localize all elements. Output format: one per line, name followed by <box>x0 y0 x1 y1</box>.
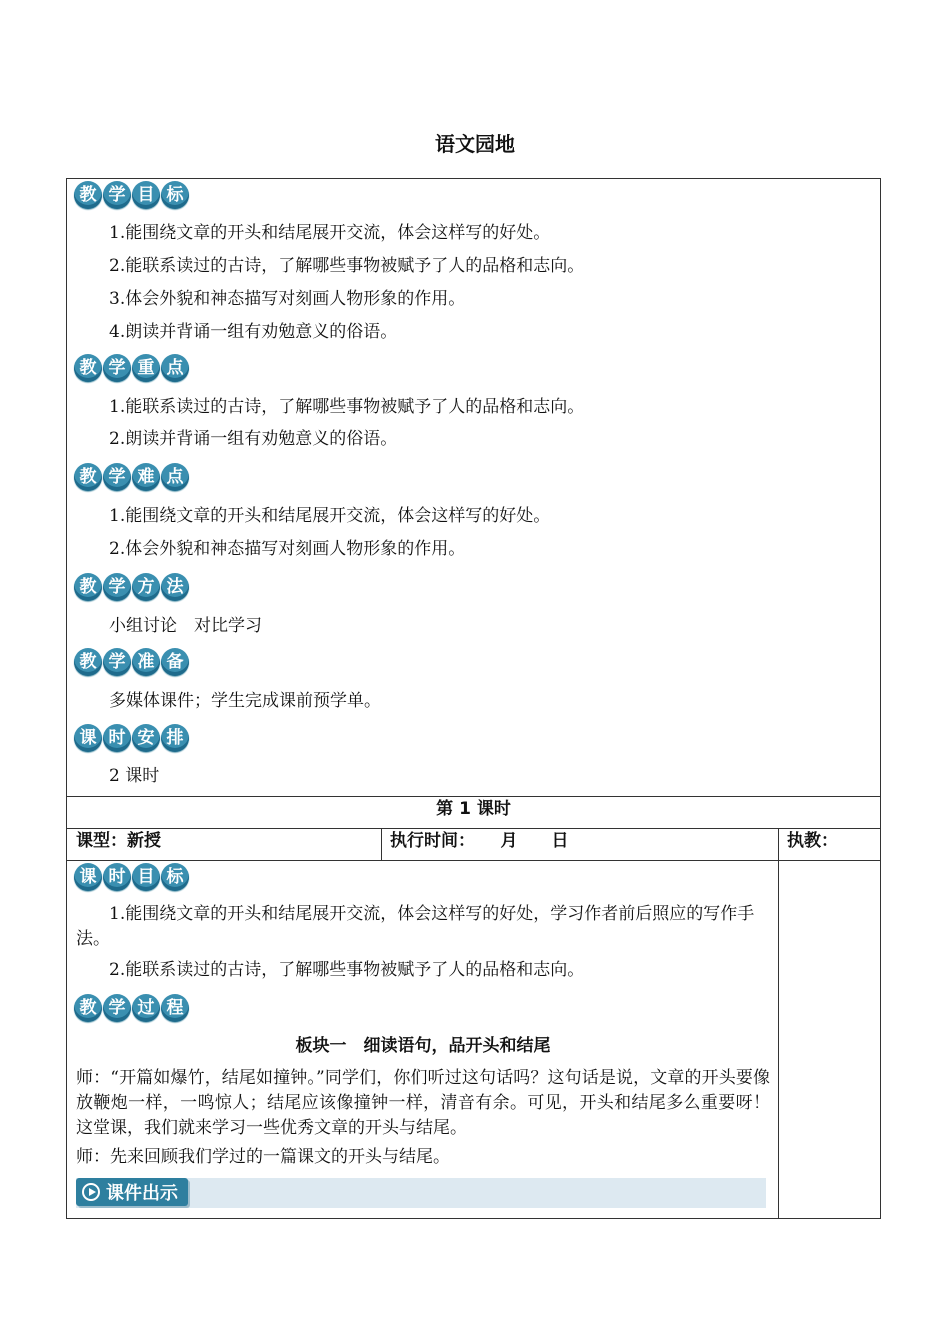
difficulty-item: 2.体会外貌和神态描写对刻画人物形象的作用。 <box>109 539 466 559</box>
badge-char: 学 <box>103 181 131 209</box>
badge-char: 学 <box>103 994 131 1022</box>
badge-char: 学 <box>103 354 131 382</box>
teacher-label: 执教： <box>787 831 838 851</box>
badge-char: 教 <box>74 463 102 491</box>
key-point-item: 2.朗读并背诵一组有劝勉意义的俗语。 <box>109 429 398 449</box>
badge-char: 目 <box>132 863 160 891</box>
difficulty-item: 1.能围绕文章的开头和结尾展开交流，体会这样写的好处。 <box>109 506 551 526</box>
methods-text: 小组讨论 对比学习 <box>109 616 262 636</box>
section-badge-methods <box>74 573 189 601</box>
row-divider <box>67 860 880 861</box>
badge-char: 时 <box>103 724 131 752</box>
badge-char: 学 <box>103 648 131 676</box>
col-divider <box>381 828 382 860</box>
badge-char: 过 <box>132 994 160 1022</box>
badge-char: 时 <box>103 863 131 891</box>
badge-char: 程 <box>161 994 189 1022</box>
col-divider <box>778 828 779 1219</box>
section-badge-lesson-goals <box>74 863 189 891</box>
lesson-type: 课型：新授 <box>76 831 161 851</box>
badge-char: 教 <box>74 994 102 1022</box>
badge-char: 课 <box>74 724 102 752</box>
section-badge-schedule <box>74 724 189 752</box>
badge-char: 学 <box>103 463 131 491</box>
goal-item: 3.体会外貌和神态描写对刻画人物形象的作用。 <box>109 289 466 309</box>
lesson-goal-item: 1.能围绕文章的开头和结尾展开交流，体会这样写的好处，学习作者前后照应的写作手法。 <box>76 904 755 949</box>
section-badge-key-points <box>74 354 189 382</box>
section-badge-goals <box>74 181 189 209</box>
section-badge-process <box>74 994 189 1022</box>
section-badge-preparation <box>74 648 189 676</box>
block-title: 板块一 细读语句，品开头和结尾 <box>295 1036 551 1056</box>
goal-item: 1.能围绕文章的开头和结尾展开交流，体会这样写的好处。 <box>109 223 551 243</box>
teacher-dialogue: 师：“开篇如爆竹，结尾如撞钟。”同学们，你们听过这句话吗？这句话是说，文章的开头要像放鞭炮一样，一鸣惊人；结尾应该像撞钟一样，清音有余。可见，开头和结尾多么重要呀！这堂课，我们就来学习一些优秀文章的开头与结尾。 <box>76 1068 770 1138</box>
goal-item: 4.朗读并背诵一组有劝勉意义的俗语。 <box>109 322 398 342</box>
badge-char: 法 <box>161 573 189 601</box>
courseware-label: 课件出示 <box>106 1183 178 1204</box>
badge-char: 教 <box>74 181 102 209</box>
schedule-text: 2 课时 <box>109 766 160 786</box>
badge-char: 课 <box>74 863 102 891</box>
lesson-heading: 第 1 课时 <box>436 799 511 819</box>
badge-char: 难 <box>132 463 160 491</box>
badge-char: 方 <box>132 573 160 601</box>
badge-char: 排 <box>161 724 189 752</box>
key-point-item: 1.能联系读过的古诗，了解哪些事物被赋予了人的品格和志向。 <box>109 397 585 417</box>
badge-char: 标 <box>161 181 189 209</box>
badge-char: 学 <box>103 573 131 601</box>
execution-time: 执行时间： 月 日 <box>390 831 569 851</box>
badge-char: 点 <box>161 354 189 382</box>
preparation-text: 多媒体课件；学生完成课前预学单。 <box>109 691 381 711</box>
badge-char: 点 <box>161 463 189 491</box>
play-icon <box>82 1183 100 1201</box>
courseware-banner <box>76 1178 766 1208</box>
lesson-goal-item: 2.能联系读过的古诗，了解哪些事物被赋予了人的品格和志向。 <box>109 960 585 980</box>
teacher-dialogue: 师：先来回顾我们学过的一篇课文的开头与结尾。 <box>76 1147 450 1167</box>
courseware-tag <box>76 1178 188 1206</box>
badge-char: 安 <box>132 724 160 752</box>
badge-char: 教 <box>74 648 102 676</box>
badge-char: 准 <box>132 648 160 676</box>
goal-item: 2.能联系读过的古诗，了解哪些事物被赋予了人的品格和志向。 <box>109 256 585 276</box>
badge-char: 目 <box>132 181 160 209</box>
badge-char: 标 <box>161 863 189 891</box>
badge-char: 教 <box>74 573 102 601</box>
section-badge-difficulties <box>74 463 189 491</box>
badge-char: 教 <box>74 354 102 382</box>
page-title: 语文园地 <box>435 132 515 156</box>
badge-char: 备 <box>161 648 189 676</box>
badge-char: 重 <box>132 354 160 382</box>
